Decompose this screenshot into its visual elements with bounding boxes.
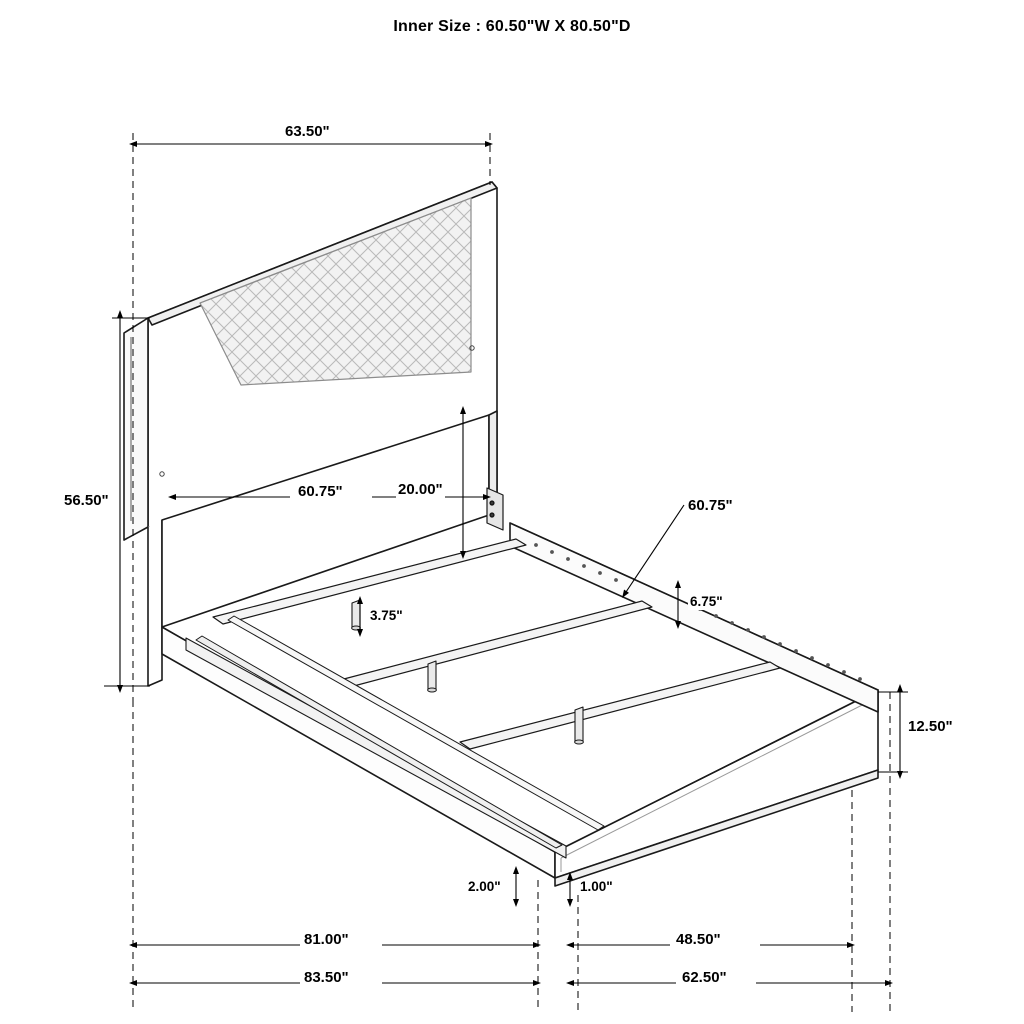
bed-geometry <box>124 182 878 886</box>
dimension-label-overall-length: 83.50" <box>304 969 349 986</box>
dimension-label-foot-gap: 1.00" <box>580 879 613 894</box>
dimension-label-headboard-panel-width: 60.75" <box>298 483 343 500</box>
dimension-label-side-depth: 48.50" <box>676 931 721 948</box>
dimension-label-center-leg-height: 3.75" <box>370 608 403 623</box>
page-title: Inner Size : 60.50"W X 80.50"D <box>393 18 631 35</box>
dimension-label-footboard-clearance: 2.00" <box>468 879 501 894</box>
dimension-label-inner-length: 81.00" <box>304 931 349 948</box>
dimension-label-overall-height: 56.50" <box>64 492 109 509</box>
dimension-label-slat-span: 60.75" <box>688 497 733 514</box>
dimension-label-headboard-clear-height: 20.00" <box>398 481 443 498</box>
dimension-label-headboard-width: 63.50" <box>285 123 330 140</box>
dimension-label-overall-depth: 62.50" <box>682 969 727 986</box>
dimension-label-footboard-height: 12.50" <box>908 718 953 735</box>
dimension-label-rail-height: 6.75" <box>690 594 723 609</box>
